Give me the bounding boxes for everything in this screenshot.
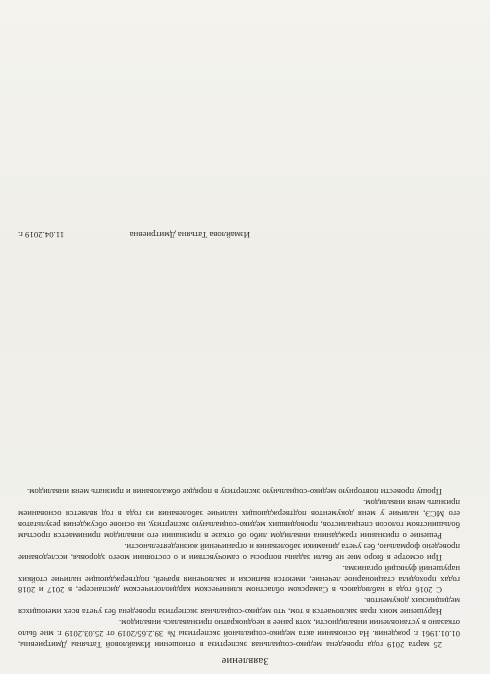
paragraph: Прошу провести повторную медико-социальную экспертизу в порядке обжалования и признать меня инвалидом.	[27, 487, 442, 498]
document-date: 11.04.2019 г.	[18, 230, 65, 240]
paragraph: При осмотре в бюро мне не были заданы вопросы о самочувствии и о состоянии моего здоровья, исследование проведено формально, без учета динамики заболевания и ограничений жизнедеятельности.	[18, 541, 460, 563]
document-body	[18, 486, 460, 650]
paragraph: Решение о признании гражданина инвалидом либо об отказе в признании его инвалидом принимается простым большинством голосов специалистов, проводивших медико-социальную экспертизу, на основе обсуждения результатов его МСЭ, наличие у меня документов подтверждающих наличие заболевания из года в год является основанием признать меня инвалидом.	[18, 498, 460, 541]
signature-name: Измайлова Татьяна Дмитриевна	[129, 230, 250, 240]
paragraph: 25 марта 2019 года проведена медико-социальная экспертиза в отношении Измайловой Татьяны Дмитриевны, 01.01.1961 г. рождения. На основании акта медико-социальной экспертизы № 39.2.65/2019 от 25.03.2019 г. мне было отказано в установлении инвалидности, хотя ранее я неоднократно признавалась инвалидом.	[18, 618, 460, 650]
document-title: Заявление	[221, 655, 269, 666]
paragraph: С 2016 года я наблюдаюсь в Самарском областном клиническом кардиологическом диспансере, в 2017 и 2018 годах проходила стационарное лечение, имеются выписки и заключения врачей, подтверждающие наличие стойких нарушений функций организма.	[18, 563, 460, 596]
paragraph: Нарушение моих прав заключается в том, что медико-социальная экспертиза проведена без учета всех имеющихся медицинских документов.	[18, 596, 460, 618]
